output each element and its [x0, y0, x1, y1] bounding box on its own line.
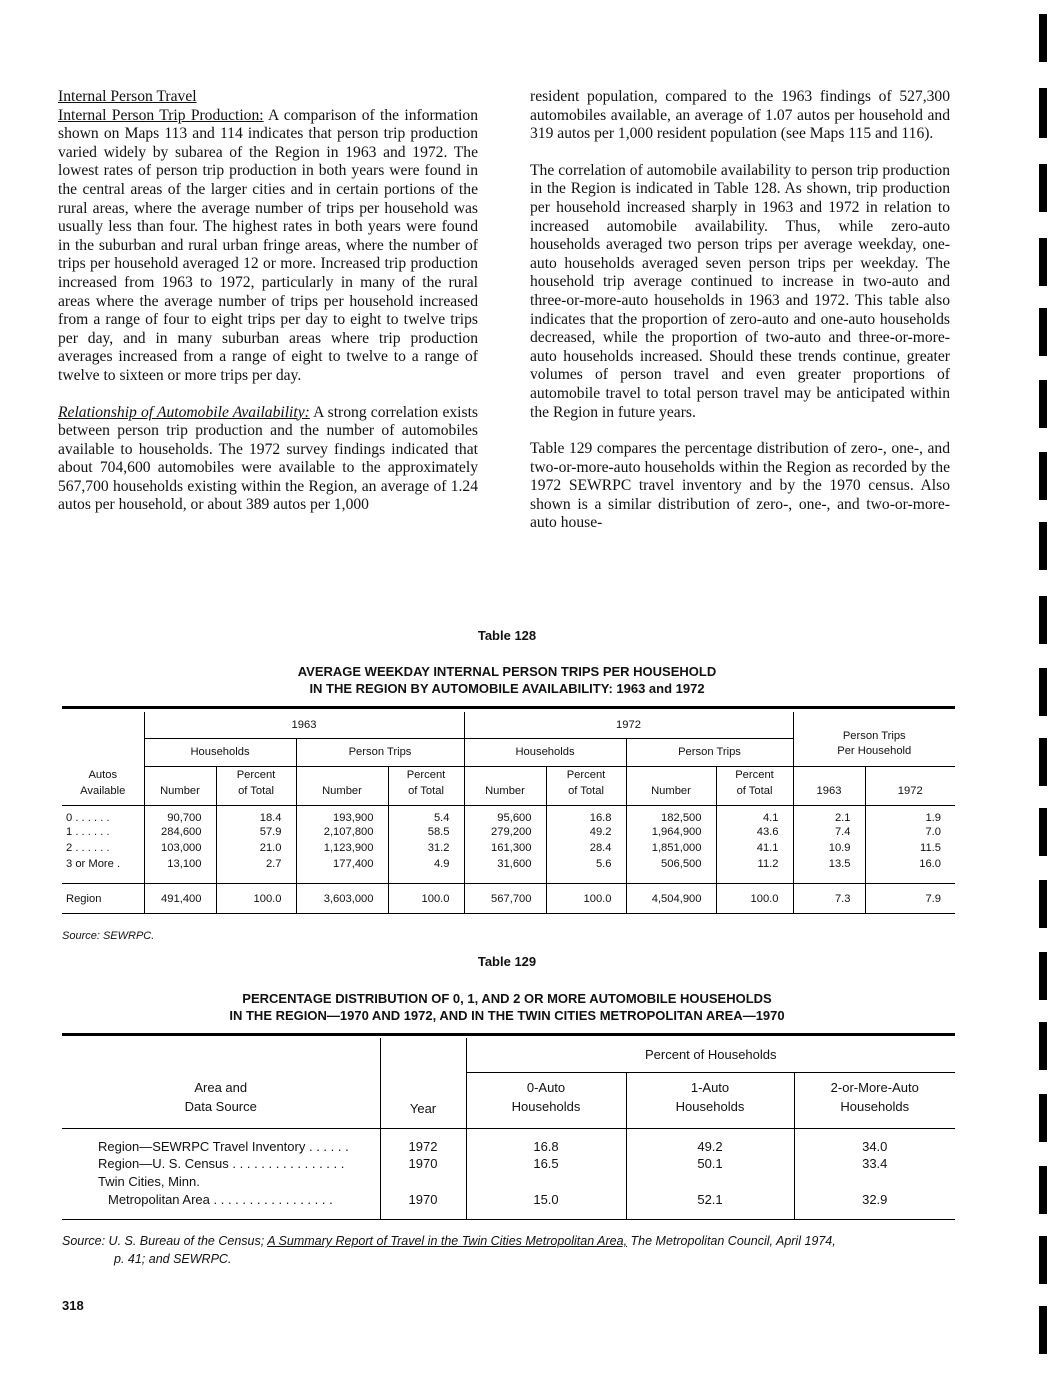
margin-bar: [1039, 880, 1047, 928]
table-row: [62, 1191, 955, 1220]
cell-value: 31,600: [464, 856, 546, 872]
person-trips-header: Person Trips: [296, 738, 464, 766]
header-line: Households: [675, 1098, 745, 1114]
cell-value: 16.8: [466, 1128, 626, 1155]
households-header: Households: [144, 738, 296, 766]
cell-value: 33.4: [794, 1155, 955, 1173]
cell-value: 4.9: [388, 856, 464, 872]
row-year: [380, 1173, 466, 1191]
cell-value: 4,504,900: [626, 884, 716, 914]
table-129-body: [62, 1128, 955, 1219]
cell-value: 43.6: [716, 824, 793, 840]
year-header: 1963: [793, 766, 865, 805]
header-line: Percent: [406, 768, 446, 781]
margin-bar: [1039, 238, 1047, 286]
cell-value: 95,600: [464, 805, 546, 824]
header-line: Per Household: [837, 744, 912, 757]
cell-value: 7.9: [865, 884, 955, 914]
header-line: of Total: [238, 784, 274, 797]
cell-value: [626, 1173, 794, 1191]
autos-available-header: [62, 712, 144, 805]
year-1963-header: 1963: [144, 712, 464, 738]
header-line: Data Source: [184, 1098, 257, 1114]
title-line: AVERAGE WEEKDAY INTERNAL PERSON TRIPS PER HOUSEHOLD: [297, 664, 717, 679]
cell-value: 5.6: [546, 856, 626, 872]
table-row: [62, 1173, 955, 1191]
zero-auto-header: [466, 1072, 626, 1128]
header-line: of Total: [408, 784, 444, 797]
source-prefix: Source: U. S. Bureau of the Census;: [62, 1234, 268, 1248]
cell-value: 284,600: [144, 824, 216, 840]
cell-value: 13.5: [793, 856, 865, 872]
margin-bar: [1039, 1022, 1047, 1070]
number-header: Number: [464, 766, 546, 805]
cell-value: 58.5: [388, 824, 464, 840]
cell-value: 49.2: [626, 1128, 794, 1155]
row-label: 0 . . . . . .: [62, 805, 144, 824]
source-suffix: The Metropolitan Council, April 1974,: [627, 1234, 836, 1248]
title-line: IN THE REGION—1970 AND 1972, AND IN THE TWIN CITIES METROPOLITAN AREA—1970: [229, 1008, 785, 1023]
cell-value: 1,964,900: [626, 824, 716, 840]
cell-value: 161,300: [464, 840, 546, 856]
section-heading: Internal Person Travel: [58, 88, 197, 105]
header-line: Households: [840, 1098, 910, 1114]
margin-bar: [1039, 14, 1047, 62]
cell-value: 34.0: [794, 1128, 955, 1155]
margin-bar: [1039, 1094, 1047, 1142]
cell-value: 567,700: [464, 884, 546, 914]
left-column: [58, 88, 478, 533]
cell-value: 57.9: [216, 824, 296, 840]
cell-value: 21.0: [216, 840, 296, 856]
row-label: Twin Cities, Minn.: [62, 1173, 380, 1191]
table-129: [62, 1038, 955, 1220]
table-129-caption: Table 129: [477, 954, 537, 969]
number-header: Number: [296, 766, 388, 805]
table-129-title: [0, 990, 1014, 1024]
cell-value: 90,700: [144, 805, 216, 824]
table-row: [62, 840, 955, 856]
table-row: [62, 1128, 955, 1155]
cell-value: 4.1: [716, 805, 793, 824]
margin-bar: [1039, 88, 1047, 138]
area-header: [62, 1038, 380, 1128]
percent-header: [216, 766, 296, 805]
paragraph: The correlation of automobile availability to person trip production in the Region is indicated in Table 128. As shown, trip production per household increased sharply in 1963 and 1972 in relation to increased automobile availability. Thus, while zero-auto households averaged two person trips per average weekday, one-auto households averaged seven person trips per weekday. The household trip average continued to increase in two-auto and three-or-more-auto households in 1963 and 1972. This table also indicates that the proportion of zero-auto and one-auto households decreased, while the proportion of two-auto and three-or-more-auto households increased. Should these trends continue, greater volumes of person travel and even greater proportions of automobile travel to total person travel may be anticipated within the Region in future years.: [530, 161, 950, 421]
margin-bar: [1039, 164, 1047, 212]
cell-value: 5.4: [388, 805, 464, 824]
cell-value: 177,400: [296, 856, 388, 872]
percent-households-header: Percent of Households: [466, 1038, 955, 1072]
paragraph-text: A comparison of the information shown on Maps 113 and 114 indicates that person trip production varied widely by subarea of the Region in 1963 and 1972. The lowest rates of person trip production in both years were found in the central areas of the larger cities and in certain portions of the rural areas, where the average number of trips per household was usually less than four. The highest rates in both years were found in the suburban and rural urban fringe areas, where the number of trips per household averaged 12 or more. Increased trip production increased from 1963 to 1972, particularly in many of the rural areas where the average number of trips per household increased from a range of four to eight trips per day to eight to twelve trips per day, and in many suburban areas where trip production averages increased from a range of eight to twelve to a range of twelve to sixteen or more trips per day.: [58, 106, 478, 384]
row-label: 2 . . . . . .: [62, 840, 144, 856]
cell-value: 491,400: [144, 884, 216, 914]
cell-value: 10.9: [793, 840, 865, 856]
header-line: Percent: [735, 768, 774, 781]
table-total-row: [62, 884, 955, 914]
year-1972-header: 1972: [464, 712, 793, 738]
cell-value: 16.5: [466, 1155, 626, 1173]
table-128-body: [62, 805, 955, 914]
margin-bar: [1039, 522, 1047, 570]
cell-value: 193,900: [296, 805, 388, 824]
source-line-2: p. 41; and SEWRPC.: [114, 1252, 232, 1266]
row-label: Region—SEWRPC Travel Inventory . . . . . .: [62, 1128, 380, 1155]
cell-value: 2.1: [793, 805, 865, 824]
cell-value: 15.0: [466, 1191, 626, 1220]
margin-bar: [1039, 596, 1047, 644]
cell-value: 31.2: [388, 840, 464, 856]
header-line: of Total: [568, 784, 604, 797]
row-label: Region—U. S. Census . . . . . . . . . . . . . . . .: [62, 1155, 380, 1173]
table-128: [62, 712, 955, 914]
cell-value: 52.1: [626, 1191, 794, 1220]
header-line: Households: [511, 1098, 581, 1114]
cell-value: 506,500: [626, 856, 716, 872]
cell-value: 182,500: [626, 805, 716, 824]
cell-value: 49.2: [546, 824, 626, 840]
cell-value: 1,123,900: [296, 840, 388, 856]
paragraph-trip-production: [58, 107, 478, 386]
two-auto-header: [794, 1072, 955, 1128]
row-year: 1970: [380, 1155, 466, 1173]
table-128-caption: Table 128: [477, 628, 537, 643]
number-header: Number: [144, 766, 216, 805]
cell-value: 41.1: [716, 840, 793, 856]
table-128-source: Source: SEWRPC.: [62, 930, 155, 942]
header-line: Person Trips: [842, 729, 906, 742]
header-line: 0-Auto: [526, 1079, 566, 1095]
paragraph: resident population, compared to the 1963 findings of 527,300 automobiles available, an average of 1.07 autos per household and 319 autos per 1,000 resident population (see Maps 115 and 116).: [530, 88, 950, 143]
cell-value: 2.7: [216, 856, 296, 872]
cell-value: [794, 1173, 955, 1191]
header-line: Autos: [88, 768, 118, 781]
row-label: 3 or More .: [62, 856, 144, 872]
title-line: IN THE REGION BY AUTOMOBILE AVAILABILITY: 1963 and 1972: [309, 681, 705, 696]
spacer-row: [62, 872, 955, 884]
row-year: 1970: [380, 1191, 466, 1220]
percent-header: [716, 766, 793, 805]
households-header: Households: [464, 738, 626, 766]
page-number: 318: [62, 1298, 84, 1313]
cell-value: 13,100: [144, 856, 216, 872]
number-header: Number: [626, 766, 716, 805]
margin-bar: [1039, 1306, 1047, 1354]
cell-value: 16.8: [546, 805, 626, 824]
cell-value: 50.1: [626, 1155, 794, 1173]
cell-value: 7.4: [793, 824, 865, 840]
header-line: 1-Auto: [690, 1079, 730, 1095]
cell-value: 11.2: [716, 856, 793, 872]
table-rule: [62, 1033, 955, 1036]
paragraph-auto-availability: [58, 404, 478, 516]
margin-bar: [1039, 808, 1047, 856]
header-line: Percent: [236, 768, 276, 781]
cell-value: 32.9: [794, 1191, 955, 1220]
header-line: Area and: [194, 1079, 248, 1095]
cell-value: 1,851,000: [626, 840, 716, 856]
margin-bar: [1039, 668, 1047, 716]
year-header: Year: [380, 1038, 466, 1128]
paragraph-text: A strong correlation exists between person trip production and the number of automobiles available to households. The 1972 survey findings indicated that about 704,600 automobiles were available to the approximately 567,700 households existing within the Region, an average of 1.24 autos per household, or about 389 autos per 1,000: [58, 403, 478, 514]
table-128-title: [0, 663, 1014, 697]
cell-value: 18.4: [216, 805, 296, 824]
margin-bar: [1039, 952, 1047, 1000]
header-line: Percent: [566, 768, 606, 781]
header-line: 2-or-More-Auto: [830, 1079, 919, 1095]
margin-bar: [1039, 738, 1047, 786]
cell-value: 7.0: [865, 824, 955, 840]
cell-value: 7.3: [793, 884, 865, 914]
cell-value: 1.9: [865, 805, 955, 824]
cell-value: 28.4: [546, 840, 626, 856]
paragraph: Table 129 compares the percentage distribution of zero-, one-, and two-or-more-auto households within the Region as recorded by the 1972 SEWRPC travel inventory and by the 1970 census. Also shown is a similar distribution of zero-, one-, and two-or-more-auto house-: [530, 440, 950, 532]
margin-bar: [1039, 308, 1047, 356]
table-row: [62, 805, 955, 824]
cell-value: 100.0: [716, 884, 793, 914]
table-row: [62, 1155, 955, 1173]
header-line: of Total: [736, 784, 773, 797]
cell-value: 103,000: [144, 840, 216, 856]
margin-bar: [1039, 1236, 1047, 1284]
cell-value: 16.0: [865, 856, 955, 872]
title-line: PERCENTAGE DISTRIBUTION OF 0, 1, AND 2 OR MORE AUTOMOBILE HOUSEHOLDS: [242, 991, 772, 1006]
cell-value: 279,200: [464, 824, 546, 840]
percent-header: [388, 766, 464, 805]
row-label: 1 . . . . . .: [62, 824, 144, 840]
table-129-source: [62, 1232, 962, 1268]
percent-header: [546, 766, 626, 805]
person-trips-header: Person Trips: [626, 738, 793, 766]
table-row: [62, 856, 955, 872]
right-column: [530, 88, 950, 551]
margin-bar: [1039, 452, 1047, 500]
cell-value: 100.0: [388, 884, 464, 914]
cell-value: 3,603,000: [296, 884, 388, 914]
margin-bar: [1039, 1166, 1047, 1214]
row-label: Region: [62, 884, 144, 914]
source-title: A Summary Report of Travel in the Twin Cities Metropolitan Area,: [267, 1234, 628, 1248]
row-year: 1972: [380, 1128, 466, 1155]
row-label: Metropolitan Area . . . . . . . . . . . . . . . . .: [62, 1191, 380, 1220]
table-rule: [62, 706, 955, 709]
cell-value: 100.0: [546, 884, 626, 914]
paragraph-lead: Internal Person Trip Production:: [58, 106, 264, 124]
cell-value: 11.5: [865, 840, 955, 856]
one-auto-header: [626, 1072, 794, 1128]
trips-per-household-header: [793, 712, 955, 766]
table-row: [62, 824, 955, 840]
cell-value: [466, 1173, 626, 1191]
margin-bar: [1039, 380, 1047, 428]
cell-value: 100.0: [216, 884, 296, 914]
year-header: 1972: [865, 766, 955, 805]
paragraph-lead: Relationship of Automobile Availability:: [58, 403, 310, 421]
header-line: Available: [80, 784, 126, 797]
cell-value: 2,107,800: [296, 824, 388, 840]
